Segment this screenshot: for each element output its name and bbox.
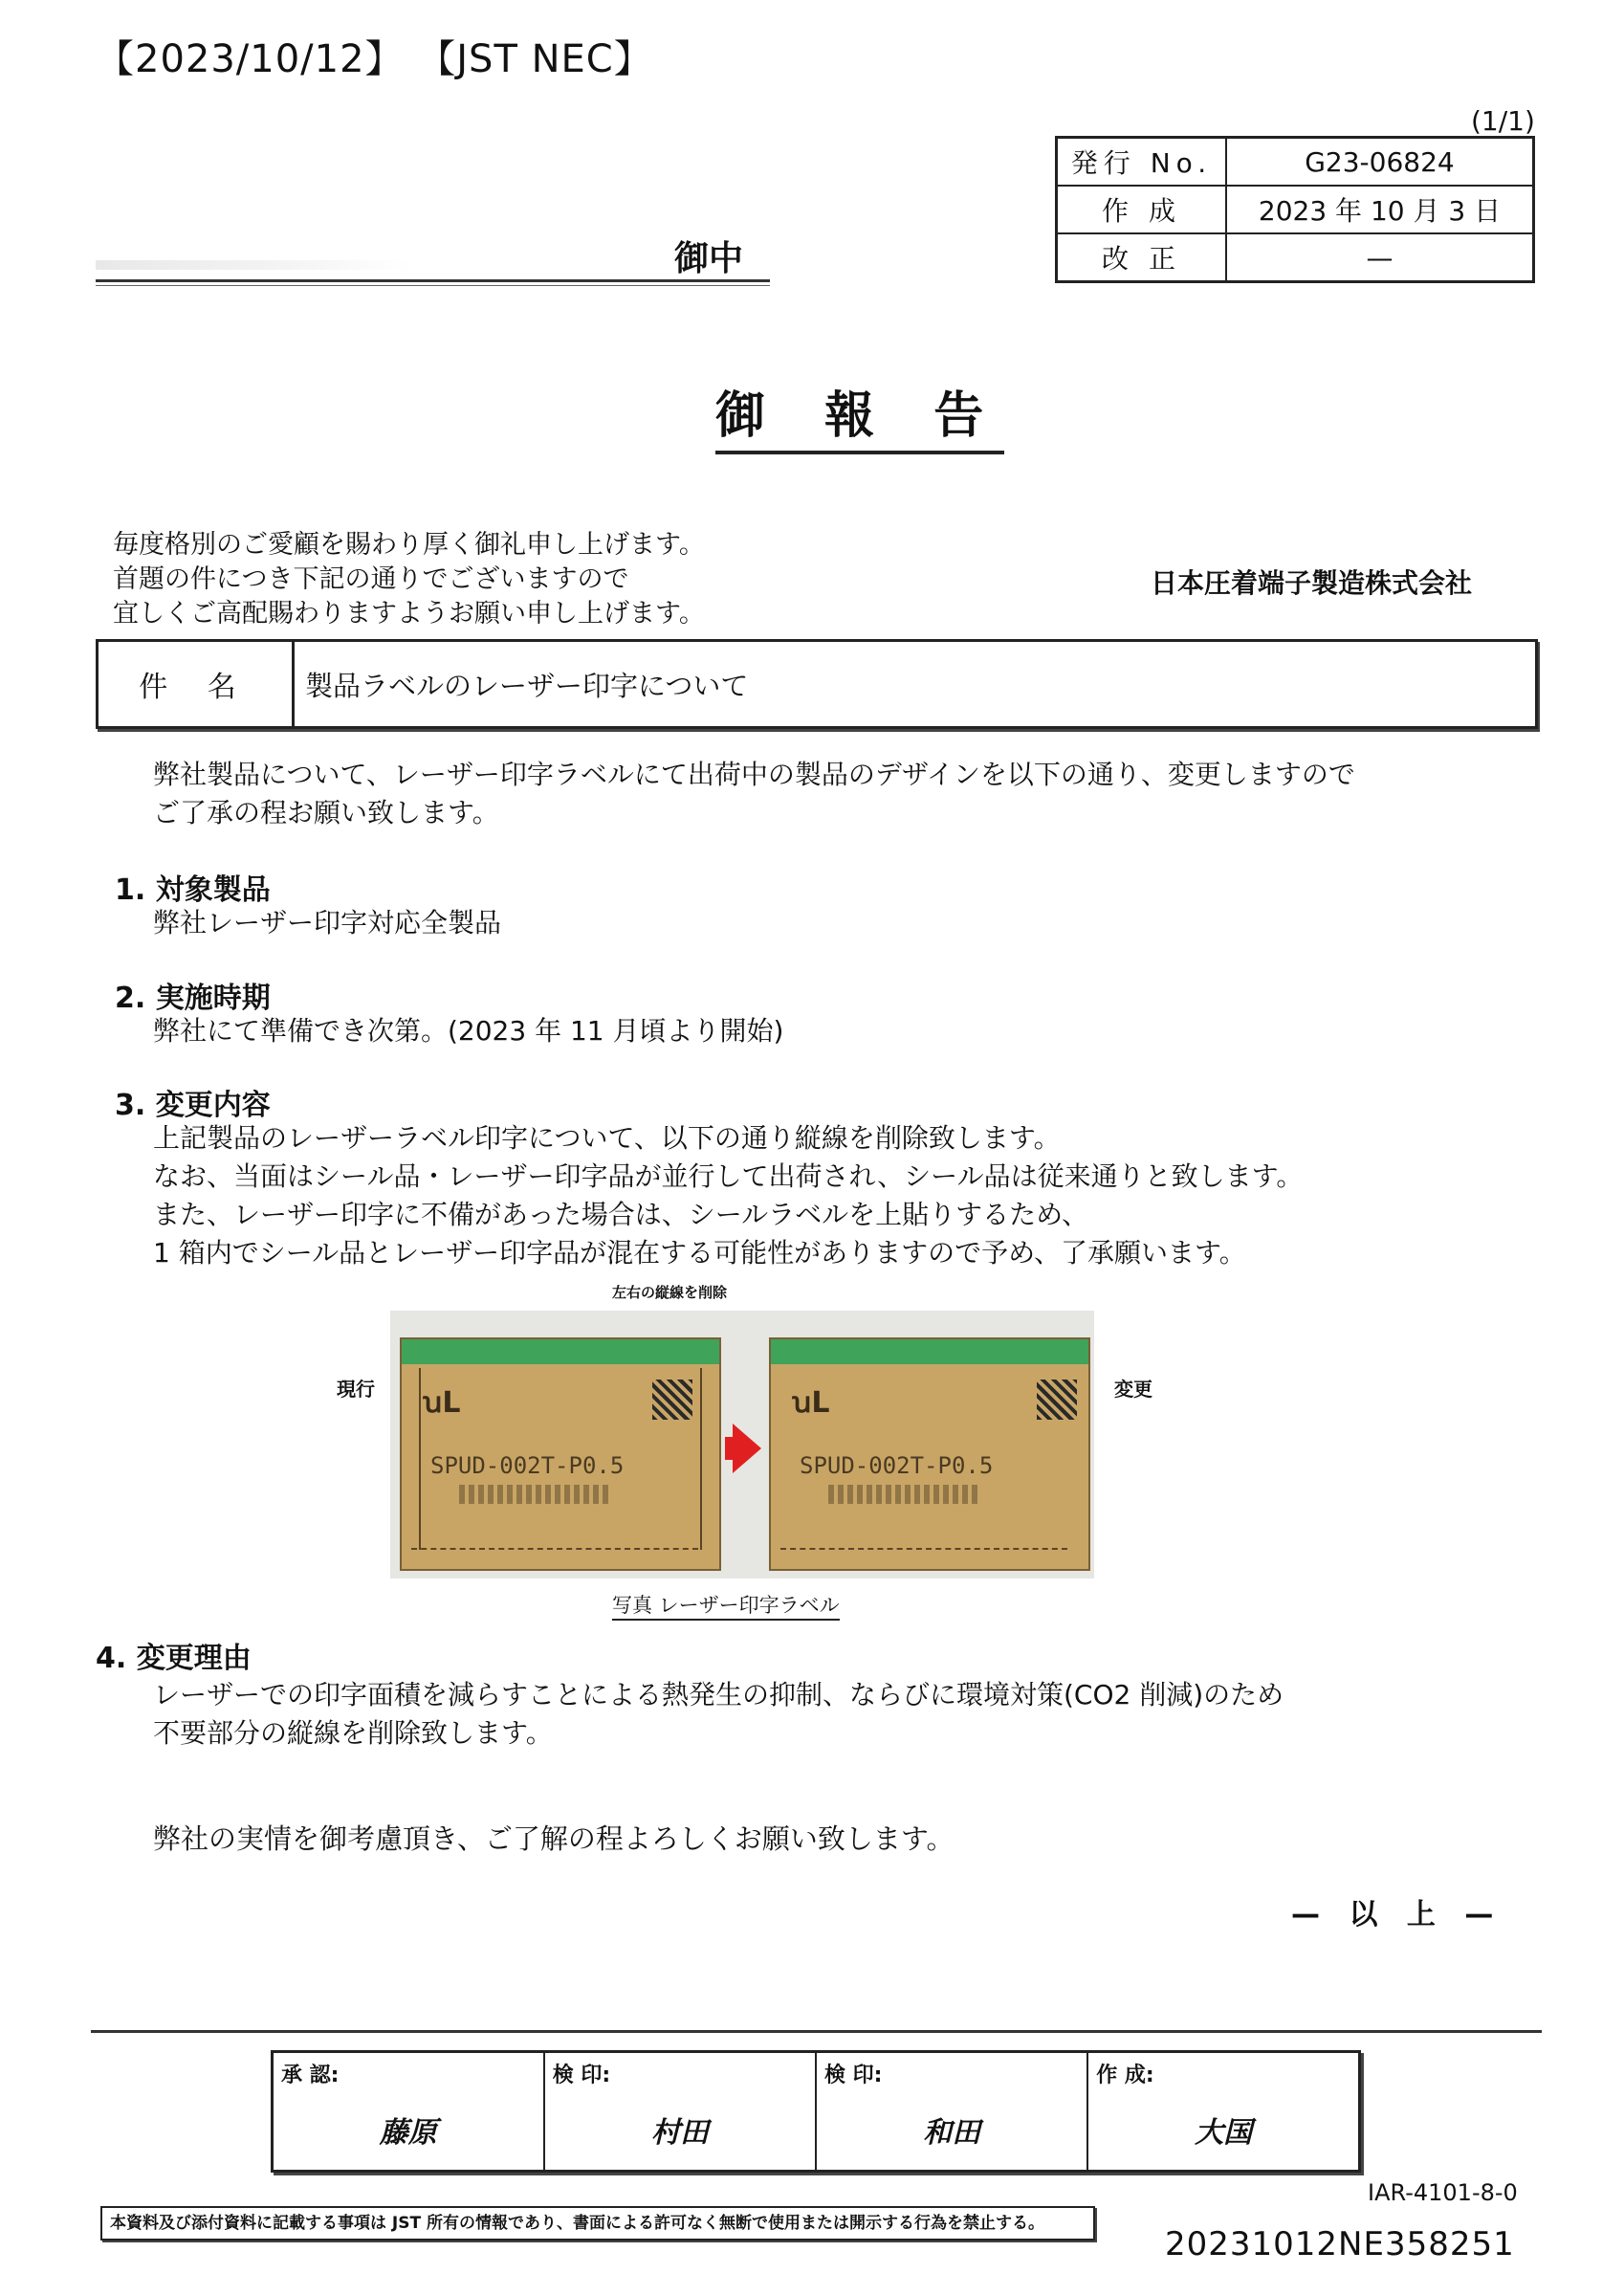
approval-seal: 大国 (1195, 2116, 1253, 2150)
footer-divider (91, 2030, 1542, 2033)
approval-cell (273, 2052, 544, 2172)
approval-role: 検 印: (824, 2064, 883, 2087)
end-mark: — 以 上 — (1291, 1898, 1503, 1932)
document-code: IAR-4101-8-0 (1368, 2179, 1518, 2206)
intro-text (153, 756, 1355, 832)
label-part-number: SPUD-002T-P0.5 (800, 1452, 994, 1479)
label-small-print (459, 1485, 612, 1504)
subject-box (96, 639, 1538, 729)
label-dashed-line (411, 1548, 698, 1552)
section-body-schedule (153, 1012, 783, 1050)
greeting (113, 528, 705, 631)
section-line: 弊社レーザー印字対応全製品 (153, 907, 502, 938)
disclaimer-box: 本資料及び添付資料に記載する事項は JST 所有の情報であり、書面による許可なく無断で使用または開示する行為を禁止する。 (100, 2206, 1095, 2241)
subject-label: 件 名 (99, 642, 295, 726)
tracking-number: 20231012NE358251 (1165, 2225, 1515, 2263)
section-heading-changes: 3. 変更内容 (115, 1089, 271, 1122)
red-arrow-icon (733, 1424, 761, 1473)
table-row (1057, 186, 1534, 233)
page-title: 御 報 告 (715, 375, 1004, 454)
addressee-redacted-area (96, 260, 411, 270)
company-name: 日本圧着端子製造株式会社 (1151, 567, 1473, 599)
qr-code-icon (652, 1380, 692, 1420)
greeting-line: 毎度格別のご愛顧を賜わり厚く御礼申し上げます。 (113, 530, 705, 560)
figure-label-changed: 変更 (1114, 1378, 1152, 1401)
approval-seal: 和田 (923, 2116, 981, 2150)
addressee-underline-thin (96, 285, 770, 286)
issue-no-label: 発行 No. (1057, 138, 1227, 187)
label-changed-image (769, 1337, 1090, 1571)
label-small-print (828, 1485, 981, 1504)
section-heading-reason: 4. 変更理由 (96, 1642, 252, 1675)
intro-line: ご了承の程お願い致します。 (153, 797, 499, 828)
table-row (1057, 233, 1534, 282)
figure-caption: 写真 レーザー印字ラベル (612, 1590, 840, 1621)
approval-table (271, 2050, 1361, 2173)
closing-text: 弊社の実情を御考慮頂き、ご了解の程よろしくお願い致します。 (153, 1822, 955, 1855)
section-line: 不要部分の縦線を削除致します。 (153, 1717, 553, 1749)
issue-no-value: G23-06824 (1226, 138, 1534, 187)
section-line: 弊社にて準備でき次第。(2023 年 11 月頃より開始) (153, 1015, 784, 1047)
subject-value: 製品ラベルのレーザー印字について (305, 669, 749, 702)
approval-seal: 村田 (650, 2116, 709, 2150)
ul-logo-icon: ꭒL (792, 1386, 830, 1420)
figure-label-current: 現行 (337, 1378, 375, 1401)
label-dashed-line (780, 1548, 1067, 1552)
header-stamp: 【2023/10/12】 【JST NEC】 (96, 37, 653, 81)
intro-line: 弊社製品について、レーザー印字ラベルにて出荷中の製品のデザインを以下の通り、変更しますので (153, 759, 1355, 790)
section-line: 上記製品のレーザーラベル印字について、以下の通り縦線を削除致します。 (153, 1122, 1061, 1154)
approval-cell (816, 2052, 1087, 2172)
created-value: 2023 年 10 月 3 日 (1226, 186, 1534, 233)
addressee-suffix: 御中 (674, 239, 744, 278)
section-line: また、レーザー印字に不備があった場合は、シールラベルを上貼りするため、 (153, 1199, 1089, 1230)
issue-info-table (1055, 136, 1535, 283)
page-number: (1/1) (1471, 105, 1535, 137)
section-line: なお、当面はシール品・レーザー印字品が並行して出荷され、シール品は従来通りと致します。 (153, 1160, 1304, 1192)
label-photo (390, 1311, 1094, 1578)
label-vertical-line (419, 1368, 421, 1550)
approval-cell (544, 2052, 816, 2172)
section-body-target-products (153, 904, 501, 942)
approval-cell (1087, 2052, 1359, 2172)
approval-role: 承 認: (281, 2064, 340, 2087)
figure-annotation: 左右の縦線を削除 (612, 1284, 728, 1301)
section-heading-target-products: 1. 対象製品 (115, 873, 271, 907)
section-body-changes (153, 1119, 1303, 1272)
label-vertical-line (700, 1368, 702, 1550)
addressee-block (96, 232, 770, 285)
approval-role: 作 成: (1096, 2064, 1154, 2087)
section-line: 1 箱内でシール品とレーザー印字品が混在する可能性がありますので予め、了承願います。 (153, 1237, 1246, 1269)
section-body-reason (153, 1676, 1284, 1753)
label-part-number: SPUD-002T-P0.5 (430, 1452, 625, 1479)
revision-label: 改 正 (1057, 233, 1227, 282)
approval-role: 検 印: (552, 2064, 611, 2087)
table-row (273, 2052, 1360, 2172)
label-current-image (400, 1337, 721, 1571)
section-heading-schedule: 2. 実施時期 (115, 982, 271, 1015)
ul-logo-icon: ꭒL (423, 1386, 461, 1420)
revision-value: — (1226, 233, 1534, 282)
greeting-line: 首題の件につき下記の通りでございますので (113, 564, 629, 594)
label-green-band (771, 1339, 1088, 1364)
greeting-line: 宜しくご高配賜わりますようお願い申し上げます。 (113, 599, 705, 629)
qr-code-icon (1037, 1380, 1077, 1420)
addressee-underline (96, 279, 770, 282)
section-line: レーザーでの印字面積を減らすことによる熱発生の抑制、ならびに環境対策(CO2 削減)のため (153, 1679, 1284, 1711)
created-label: 作 成 (1057, 186, 1227, 233)
approval-seal: 藤原 (379, 2116, 437, 2150)
table-row (1057, 138, 1534, 187)
label-green-band (402, 1339, 719, 1364)
